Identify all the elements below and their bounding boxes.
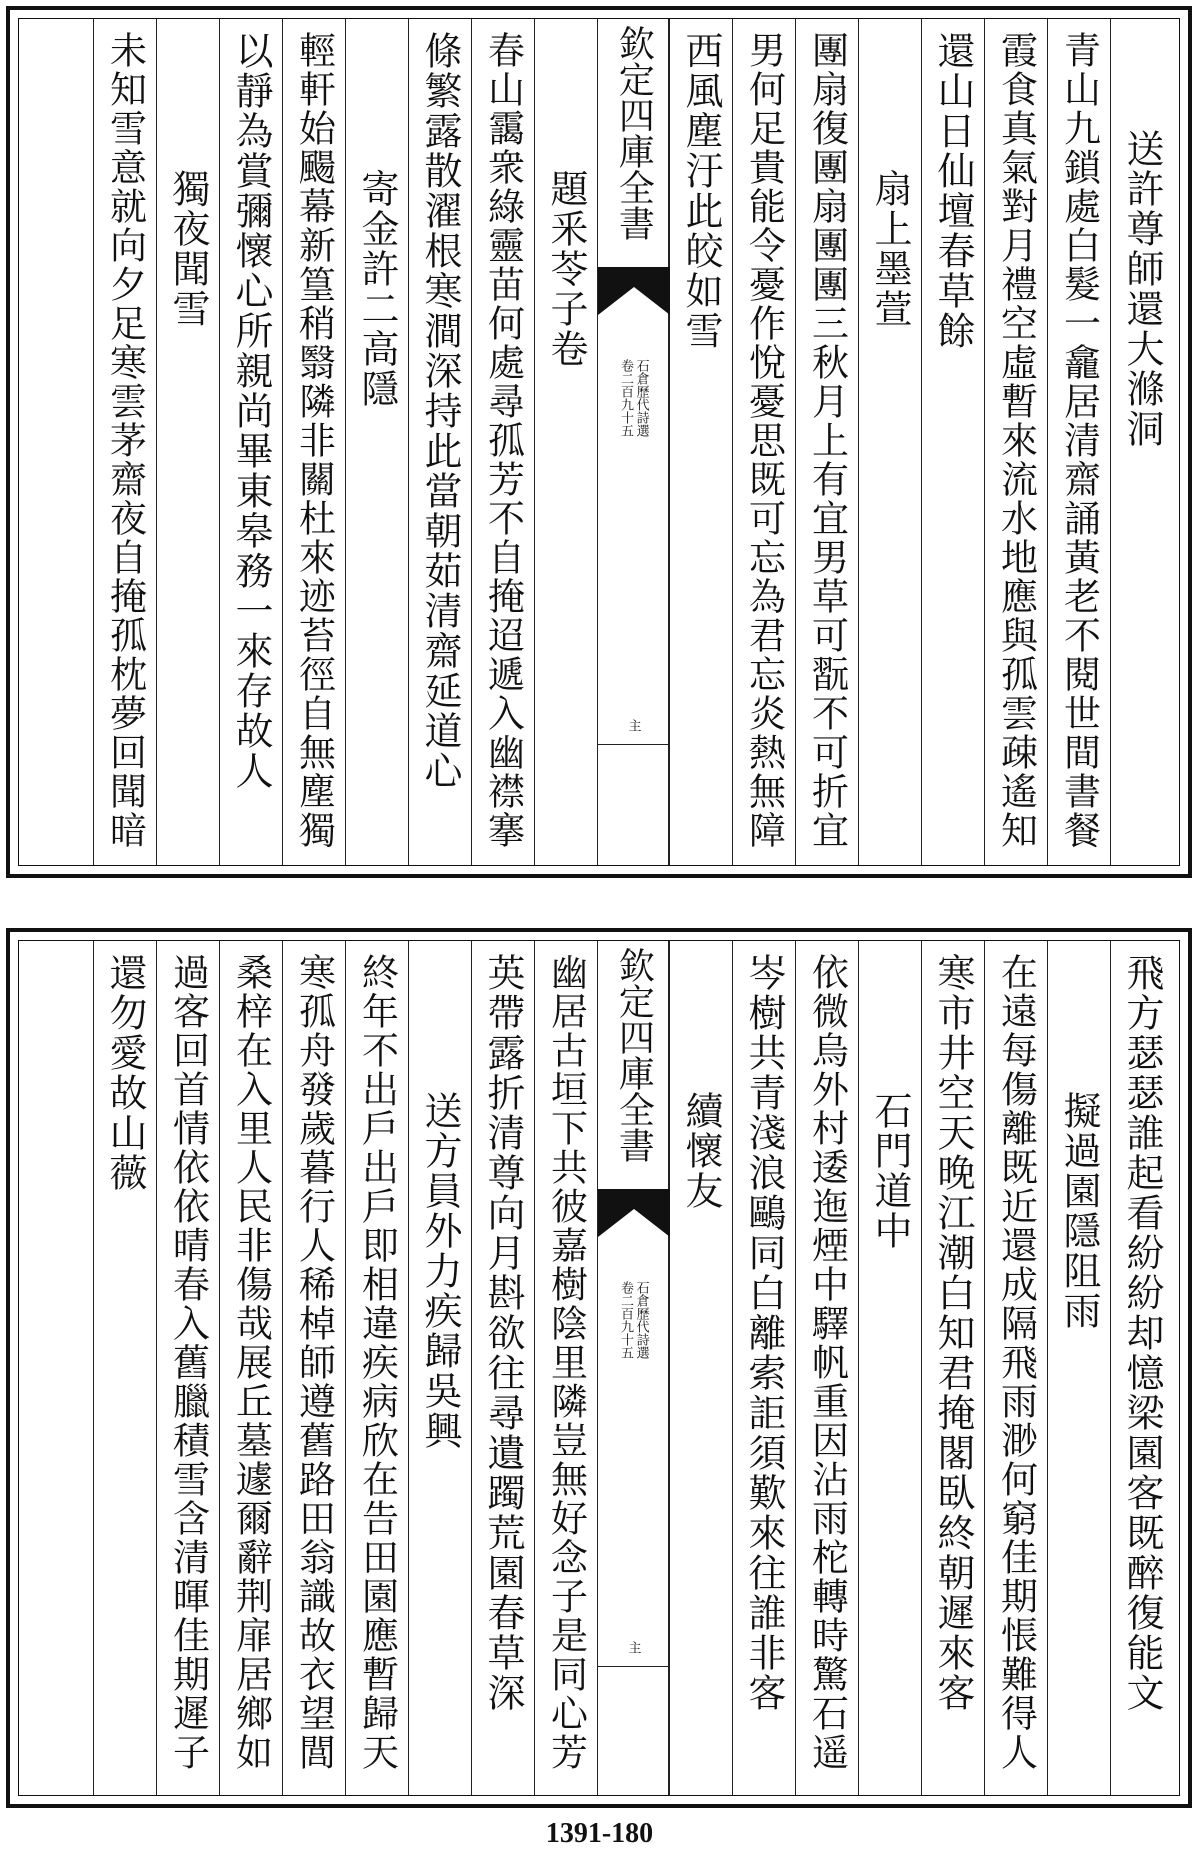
bottom-left-col-2 [471, 941, 534, 1795]
poem-line: 霞食真氣對月禮空虛暫來流水地應與孤雲疎遙知 [994, 31, 1038, 850]
volume-number: 卷二百九十五 [618, 359, 633, 437]
poem-line: 飛方瑟瑟誰起看紛紛却憶梁園客既醉復能文 [1120, 953, 1164, 1713]
top-left-col-8 [93, 19, 156, 865]
poem-title: 獨夜聞雪 [166, 169, 210, 329]
poem-line: 在遠每傷離既近還成隔飛雨渺何窮佳期悵難得人 [994, 953, 1038, 1772]
bottom-right-col-6 [795, 941, 858, 1795]
poem-line: 桑梓在入里人民非傷哉展丘墓遽爾辭荆扉居鄉如 [229, 953, 273, 1772]
poem-line: 以靜為賞彌懷心所親尚畢東皋務一來存故人 [229, 31, 273, 791]
poem-title: 寄金許二高隱 [355, 169, 399, 409]
poem-title: 題釆苓子卷 [544, 169, 588, 369]
bottom-left-col-1 [534, 941, 597, 1795]
folio-number: 主 [625, 719, 641, 732]
top-left-col-1 [534, 19, 597, 865]
poem-line: 寒市井空天晚江潮白知君掩閣臥終朝遲來客 [931, 953, 975, 1713]
fish-tail-mark-icon [598, 267, 670, 323]
top-left-col-6 [219, 19, 282, 865]
bottom-right-col-2 [1047, 941, 1110, 1795]
poem-line: 輕軒始颺幕新篁稍翳隣非關杜來迹苔徑自無塵獨 [292, 31, 336, 850]
top-right-col-3 [984, 19, 1047, 865]
collection-name: 石倉歷代詩選 [633, 1281, 649, 1359]
poem-line: 幽居古垣下共彼嘉樹陰里隣豈無好念子是同心芳 [544, 953, 588, 1772]
poem-line: 男何足貴能令憂作悅憂思既可忘為君忘炎熱無障 [742, 31, 786, 850]
top-left-col-7 [156, 19, 219, 865]
volume-number: 卷二百九十五 [618, 1281, 633, 1359]
poem-line: 還勿愛故山薇 [103, 953, 147, 1193]
bottom-right-col-4 [921, 941, 984, 1795]
poem-line: 寒孤舟發歲暮行人稀棹師遵舊路田翁識故衣望閭 [292, 953, 336, 1772]
top-left-col-2 [471, 19, 534, 865]
top-left-col-4 [345, 19, 408, 865]
poem-line: 未知雪意就向夕足寒雲茅齋夜自掩孤枕夢回聞暗 [103, 31, 147, 850]
top-right-col-7 [732, 19, 795, 865]
poem-line: 西風塵汙此皎如雪 [679, 31, 723, 351]
bottom-left-col-6 [219, 941, 282, 1795]
upper-page-inner-border [18, 18, 1180, 866]
poem-line: 岑樹共青淺浪鷗同白離索詎須歎來往誰非客 [742, 953, 786, 1713]
bottom-right-col-5 [858, 941, 921, 1795]
bottom-right-col-7 [732, 941, 795, 1795]
top-center-margin [597, 19, 669, 865]
poem-line: 青山九鎖處白髮一龕居清齋誦黃老不閱世間書餐 [1057, 31, 1101, 850]
bottom-right-col-8 [669, 941, 732, 1795]
top-right-col-2 [1047, 19, 1110, 865]
top-left-col-5 [282, 19, 345, 865]
bottom-left-col-7 [156, 941, 219, 1795]
poem-title: 扇上墨萱 [868, 169, 912, 329]
collection-name: 石倉歷代詩選 [633, 359, 649, 437]
upper-page-frame [6, 6, 1192, 878]
top-left-col-3 [408, 19, 471, 865]
lower-page-frame [6, 928, 1192, 1808]
book-title: 欽定四庫全書 [613, 947, 655, 1163]
top-left-blank-col [19, 19, 93, 865]
top-right-col-8 [669, 19, 732, 865]
poem-line: 條繁露散濯根寒澗深持此當朝茹清齋延道心 [418, 31, 462, 791]
bottom-left-blank-col [19, 941, 93, 1795]
bottom-center-margin [597, 941, 669, 1795]
bottom-right-col-3 [984, 941, 1047, 1795]
collection-info [617, 359, 648, 437]
book-title: 欽定四庫全書 [613, 25, 655, 241]
bottom-left-col-4 [345, 941, 408, 1795]
poem-line: 英帶露折清尊向月斟欲往尋遺躅荒園春草深 [481, 953, 525, 1713]
poem-line: 團扇復團扇團團三秋月上有宜男草可翫不可折宜 [805, 31, 849, 850]
poem-line: 還山日仙壇春草餘 [931, 31, 975, 351]
poem-line: 依微烏外村逶迤煙中驛帆重因沾雨柁轉時驚石遥 [805, 953, 849, 1772]
bottom-left-col-5 [282, 941, 345, 1795]
poem-title: 送許尊師還大滌洞 [1120, 129, 1164, 449]
folio-number: 主 [625, 1641, 641, 1654]
poem-title: 送方員外力疾歸吳興 [418, 1091, 462, 1451]
poem-line: 終年不出戶出戶即相違疾病欣在告田園應暫歸天 [355, 953, 399, 1772]
fish-tail-mark-icon [598, 1189, 670, 1245]
poem-line: 過客回首情依依晴春入舊臘積雪含清暉佳期遲子 [166, 953, 210, 1772]
top-right-col-1 [1110, 19, 1173, 865]
poem-title: 續懷友 [679, 1091, 723, 1211]
lower-page-inner-border [18, 940, 1180, 1796]
poem-title: 石門道中 [868, 1091, 912, 1251]
bottom-right-col-1 [1110, 941, 1173, 1795]
top-right-col-6 [795, 19, 858, 865]
poem-line: 春山靄衆綠靈苗何處尋孤芳不自掩迢遞入幽襟搴 [481, 31, 525, 850]
bottom-left-col-8 [93, 941, 156, 1795]
top-right-col-4 [921, 19, 984, 865]
page-number: 1391-180 [545, 1818, 654, 1849]
top-right-col-5 [858, 19, 921, 865]
poem-title: 擬過園隱阻雨 [1057, 1091, 1101, 1331]
bottom-left-col-3 [408, 941, 471, 1795]
collection-info [617, 1281, 648, 1359]
